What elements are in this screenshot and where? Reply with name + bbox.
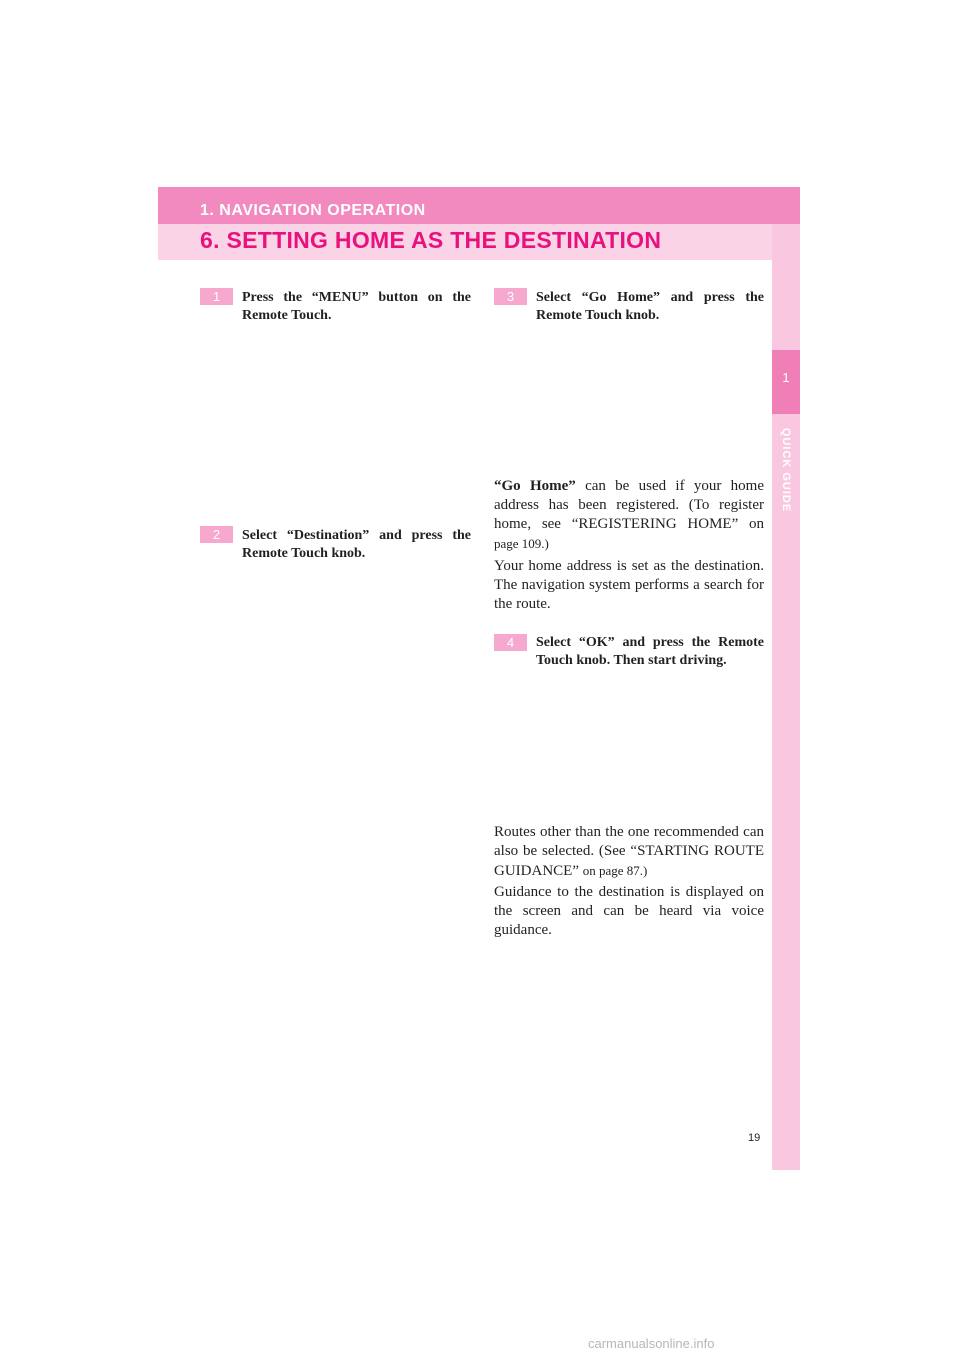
section-title: 1. NAVIGATION OPERATION	[200, 202, 426, 219]
routes-text: Routes other than the one recommended can also be selected. (See “STARTING ROUTE GUIDANCE”	[494, 824, 764, 879]
guidance-note: Guidance to the destination is displayed on the screen and can be heard via voice guidance.	[494, 884, 764, 938]
go-home-term: “Go Home”	[494, 478, 576, 494]
routes-note	[494, 823, 764, 881]
step-badge-4: 4	[494, 634, 527, 651]
go-home-page-ref[interactable]: page 109.)	[494, 536, 549, 551]
chapter-tab[interactable]	[772, 350, 800, 414]
title-band	[158, 224, 772, 260]
step-badge-3: 3	[494, 288, 527, 305]
chapter-tab-number: 1	[782, 370, 790, 385]
step-text-4: Select “OK” and press the Remote Touch knob. Then start driving.	[536, 635, 764, 668]
step-badge-2: 2	[200, 526, 233, 543]
go-home-text: can be used if your home address has been registered. (To register home, see “REGISTERING HOME” on	[494, 478, 764, 532]
page-title: 6. SETTING HOME AS THE DESTINATION	[200, 227, 662, 253]
chapter-label: QUICK GUIDE	[780, 427, 792, 513]
routes-page-ref[interactable]: on page 87.)	[582, 863, 648, 878]
page-number: 19	[748, 1132, 761, 1144]
step-text-2: Select “Destination” and press the Remote Touch knob.	[242, 528, 471, 561]
go-home-note	[494, 477, 764, 554]
side-strip	[772, 187, 800, 1170]
home-set-note: Your home address is set as the destination. The navigation system performs a search for the route.	[494, 558, 764, 612]
watermark: carmanualsonline.info	[588, 1336, 715, 1351]
step-badge-1: 1	[200, 288, 233, 305]
step-text-1: Press the “MENU” button on the Remote Touch.	[242, 290, 471, 323]
section-header	[158, 187, 800, 224]
step-text-3: Select “Go Home” and press the Remote Touch knob.	[536, 290, 764, 323]
